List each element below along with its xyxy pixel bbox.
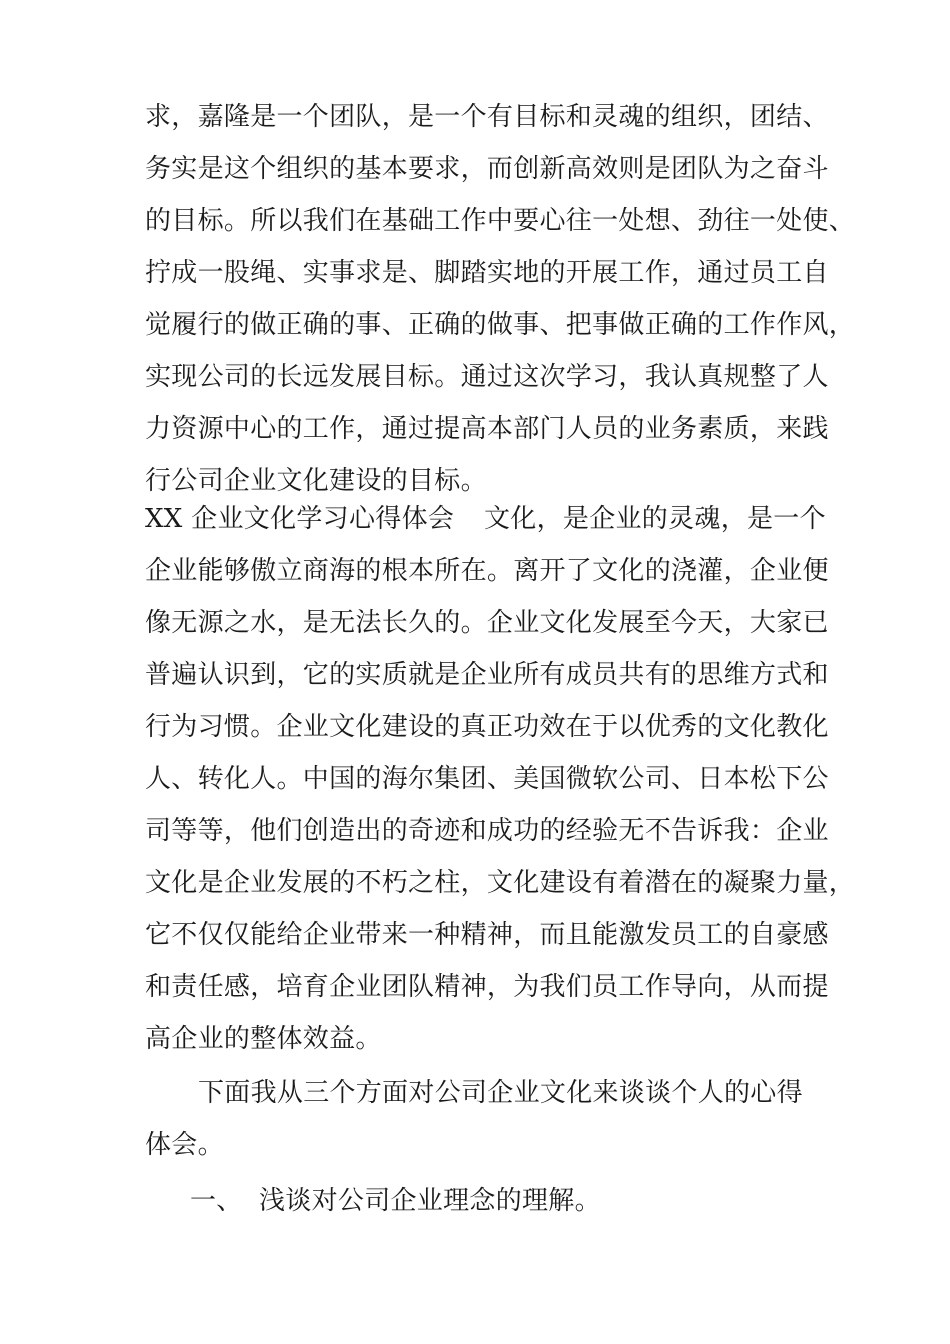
intro-line: 下面我从三个方面对公司企业文化来谈谈个人的心得: [198, 1078, 803, 1108]
paragraph-line: 普遍认识到，它的实质就是企业所有成员共有的思维方式和: [145, 660, 829, 690]
intro-line: 体会。: [145, 1130, 224, 1160]
heading-number: 一、: [190, 1186, 243, 1216]
paragraph-line: 力资源中心的工作，通过提高本部门人员的业务素质，来践: [145, 414, 829, 444]
paragraph-line: 务实是这个组织的基本要求，而创新高效则是团队为之奋斗: [145, 154, 829, 184]
heading-text: 浅谈对公司企业理念的理解。: [259, 1186, 601, 1216]
paragraph-line: 拧成一股绳、实事求是、脚踏实地的开展工作，通过员工自: [145, 258, 829, 288]
paragraph-line: 像无源之水，是无法长久的。企业文化发展至今天，大家已: [145, 608, 829, 638]
paragraph-line: 觉履行的做正确的事、正确的做事、把事做正确的工作作风，: [145, 310, 856, 340]
paragraph-line: 行公司企业文化建设的目标。: [145, 466, 487, 496]
paragraph-line: 司等等，他们创造出的奇迹和成功的经验无不告诉我：企业: [145, 816, 829, 846]
paragraph-line: 求，嘉隆是一个团队，是一个有目标和灵魂的组织，团结、: [145, 102, 829, 132]
section-title: XX 企业文化学习心得体会: [145, 504, 455, 534]
section-first-line: 文化，是企业的灵魂，是一个: [484, 504, 826, 534]
paragraph-line: 的目标。所以我们在基础工作中要心往一处想、劲往一处使、: [145, 206, 856, 236]
paragraph-line: 行为习惯。企业文化建设的真正功效在于以优秀的文化教化: [145, 712, 829, 742]
paragraph-line: 高企业的整体效益。: [145, 1024, 382, 1054]
paragraph-line: 人、转化人。中国的海尔集团、美国微软公司、日本松下公: [145, 764, 829, 794]
paragraph-line: 实现公司的长远发展目标。通过这次学习，我认真规整了人: [145, 362, 829, 392]
paragraph-line: 文化是企业发展的不朽之柱，文化建设有着潜在的凝聚力量，: [145, 868, 856, 898]
paragraph-line: 和责任感，培育企业团队精神，为我们员工作导向，从而提: [145, 972, 829, 1002]
paragraph-line: 企业能够傲立商海的根本所在。离开了文化的浇灌，企业便: [145, 556, 829, 586]
paragraph-line: 它不仅仅能给企业带来一种精神，而且能激发员工的自豪感: [145, 920, 829, 950]
